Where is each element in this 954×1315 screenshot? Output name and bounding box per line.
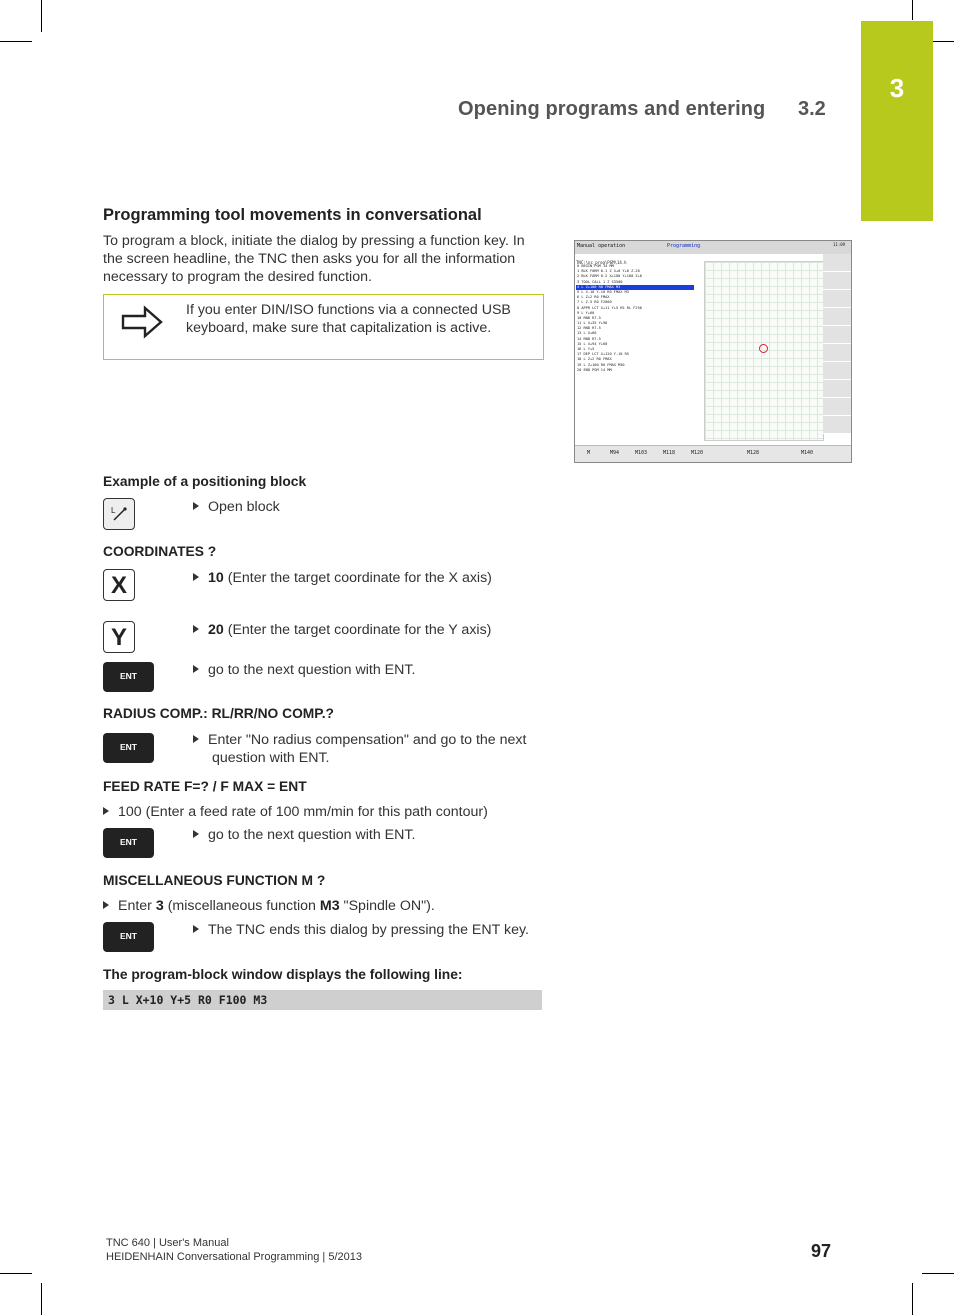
clock: 11:09	[833, 242, 846, 247]
crop-mark	[933, 41, 954, 42]
program-line: 7 L Z-5 R0 F2000	[577, 300, 612, 305]
program-line: 3 TOOL CALL 1 Z S3500	[577, 279, 623, 284]
side-softkey[interactable]	[823, 254, 851, 272]
step-feed: 100 (Enter a feed rate of 100 mm/min for this path contour)	[103, 803, 488, 821]
softkey-m128[interactable]: M128	[747, 450, 760, 456]
tnc-screenshot	[574, 240, 852, 463]
code-line: 3 L X+10 Y+5 R0 F100 M3	[103, 990, 542, 1010]
note-text: If you enter DIN/ISO functions via a connected USB keyboard, make sure that capitalization is active.	[186, 302, 511, 336]
softkey-bar	[575, 445, 851, 463]
arrow-right-icon	[120, 305, 164, 339]
svg-text:L: L	[111, 506, 116, 515]
running-header-title: Opening programs and entering	[458, 98, 766, 120]
program-mode-label: Programming	[667, 243, 701, 249]
ent-key[interactable]: ENT	[103, 733, 154, 763]
program-line: 0 BEGIN PGM 14 MM	[577, 264, 614, 268]
program-line: 9 L Y+60	[577, 310, 595, 315]
side-softkey[interactable]	[823, 272, 851, 290]
example-heading: Example of a positioning block	[103, 474, 307, 489]
step-radius: Enter "No radius compensation" and go to the next question with ENT.	[193, 731, 562, 767]
side-softkey[interactable]	[823, 344, 851, 362]
program-line: 8 APPR LCT X+11 Y+5 R5 RL F250	[577, 305, 642, 310]
section-title: Programming tool movements in conversational	[103, 206, 482, 224]
line-path-icon	[109, 504, 129, 524]
program-line: 10 RND R7.5	[577, 315, 601, 320]
crop-mark	[912, 1283, 913, 1315]
program-line: 11 L X+35 Y+90	[577, 321, 608, 326]
program-line: 20 END PGM 14 MM	[577, 367, 612, 372]
radius-heading: RADIUS COMP.: RL/RR/NO COMP.?	[103, 706, 334, 721]
step-y-coordinate: 20 (Enter the target coordinate for the Y axis)	[193, 621, 491, 639]
crop-mark	[912, 0, 913, 20]
program-line: 5 L X-10 Y-10 R0 FMAX M3	[577, 289, 629, 294]
side-softkeys	[823, 254, 851, 444]
crop-mark	[922, 1273, 954, 1274]
side-softkey[interactable]	[823, 380, 851, 398]
program-line: 15 L X+94 Y+60	[577, 341, 608, 346]
side-softkey[interactable]	[823, 326, 851, 344]
program-listing	[576, 264, 694, 436]
mode-label: Manual operation	[577, 243, 626, 249]
crop-mark	[0, 41, 32, 42]
page-number: 97	[811, 1241, 832, 1261]
y-axis-key[interactable]: Y	[103, 621, 135, 653]
program-path: TNC:\nc_prog\PGM\14.h	[576, 260, 627, 265]
side-softkey[interactable]	[823, 416, 851, 434]
softkey-m118[interactable]: M118	[663, 450, 676, 456]
softkey-m94[interactable]: M94	[610, 450, 620, 456]
program-line: 13 L X+60	[577, 331, 597, 336]
program-line: 17 DEP LCT X+120 Y-10 R5	[577, 352, 629, 357]
step-misc: Enter 3 (miscellaneous function M3 "Spindle ON").	[103, 897, 435, 915]
footer	[106, 1236, 362, 1264]
program-line: 1 BLK FORM 0.1 Z X+0 Y+0 Z-20	[577, 269, 640, 274]
step-next-question: go to the next question with ENT.	[193, 661, 415, 679]
intro-paragraph: To program a block, initiate the dialog by pressing a function key. In the screen headline, the TNC then asks you for all the information necessary to program the desired function.	[103, 233, 525, 285]
program-line: 6 L Z+2 R0 FMAX	[577, 295, 610, 300]
step-open-block: Open block	[193, 498, 280, 516]
ent-key[interactable]: ENT	[103, 828, 154, 858]
program-line: 2 BLK FORM 0.2 X+100 Y+100 Z+0	[577, 274, 642, 279]
step-ends: The TNC ends this dialog by pressing the ENT key.	[193, 921, 529, 939]
crop-mark	[41, 0, 42, 32]
program-line: 16 L Y+5	[577, 347, 595, 351]
crosshair-icon	[759, 344, 768, 353]
program-line: 12 RND R7.5	[577, 326, 601, 331]
program-line: 18 L Z+2 R0 FMAX	[577, 357, 612, 362]
footer-line-1: TNC 640 | User's Manual	[106, 1237, 229, 1249]
crop-mark	[41, 1283, 42, 1315]
step-x-coordinate: 10 (Enter the target coordinate for the X axis)	[193, 569, 492, 587]
path-line-key[interactable]	[103, 498, 135, 530]
side-softkey[interactable]	[823, 308, 851, 326]
softkey-m140[interactable]: M140	[801, 450, 814, 456]
softkey-m103[interactable]: M103	[635, 450, 648, 456]
program-line-selected: 4 L Z+100 R0 FMAX M3	[576, 285, 694, 290]
footer-line-2: HEIDENHAIN Conversational Programming | 5/2013	[106, 1251, 362, 1263]
chapter-tab	[861, 21, 933, 221]
note-box	[103, 294, 544, 360]
misc-heading: MISCELLANEOUS FUNCTION M ?	[103, 873, 326, 888]
softkey-m[interactable]: M	[587, 450, 591, 456]
coordinates-heading: COORDINATES ?	[103, 544, 217, 559]
x-axis-key[interactable]: X	[103, 569, 135, 601]
ent-key[interactable]: ENT	[103, 662, 154, 692]
program-line: 19 L Z+100 R0 FMAX M30	[577, 362, 625, 367]
chapter-number: 3	[889, 73, 905, 103]
step-next-question-2: go to the next question with ENT.	[193, 826, 415, 844]
running-header-section: 3.2	[798, 98, 826, 120]
side-softkey[interactable]	[823, 398, 851, 416]
ent-key[interactable]: ENT	[103, 922, 154, 952]
side-softkey[interactable]	[823, 362, 851, 380]
display-heading: The program-block window displays the following line:	[103, 967, 463, 982]
softkey-m120[interactable]: M120	[691, 450, 704, 456]
crop-mark	[0, 1273, 32, 1274]
side-softkey[interactable]	[823, 290, 851, 308]
feed-heading: FEED RATE F=? / F MAX = ENT	[103, 779, 307, 794]
program-line: 14 RND R7.5	[577, 336, 601, 341]
